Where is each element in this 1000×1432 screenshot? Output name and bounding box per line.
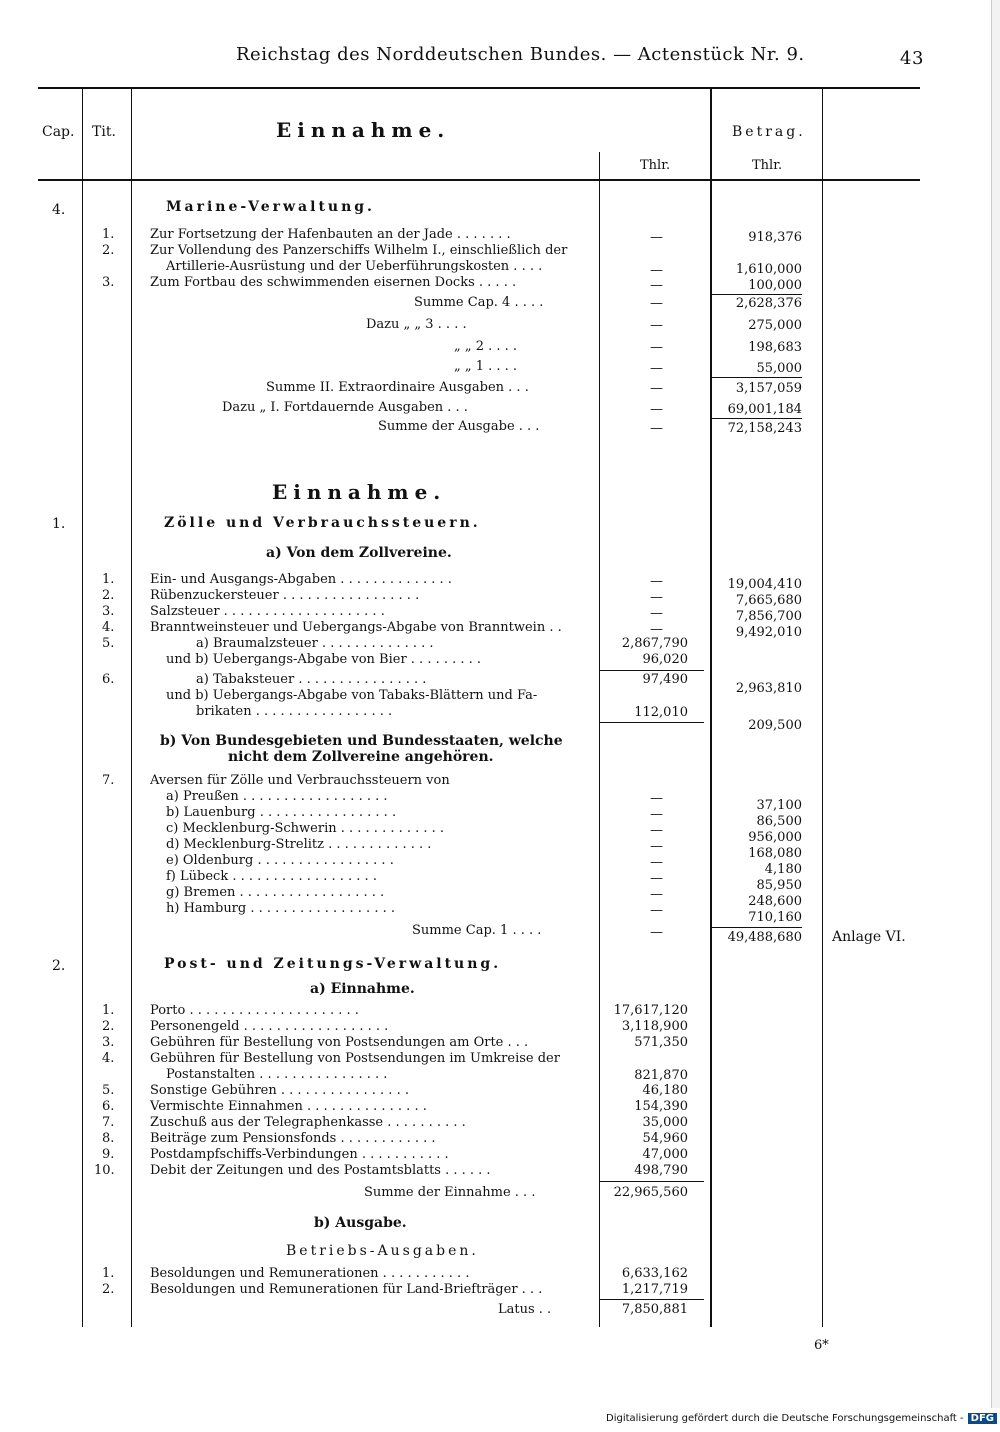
sum-rule bbox=[600, 1299, 704, 1300]
value-col2: 3,157,059 bbox=[735, 381, 802, 396]
value-col1: — bbox=[650, 296, 663, 311]
value-col1: — bbox=[650, 903, 663, 918]
tit-number: 3. bbox=[102, 604, 115, 619]
value-col1: — bbox=[650, 590, 663, 605]
value-col1: — bbox=[650, 381, 663, 396]
item-text: Postdampfschiffs-Verbindungen . . . . . . . . . . . bbox=[150, 1147, 449, 1162]
col-header-thlr-1: Thlr. bbox=[640, 158, 671, 173]
subsection-bundesgebiete: b) Von Bundesgebieten und Bundesstaaten, welche bbox=[160, 733, 563, 749]
value-col1: — bbox=[650, 361, 663, 376]
item-text: Zur Vollendung des Panzerschiffs Wilhelm I., einschließlich der bbox=[150, 243, 568, 258]
item-text: Personengeld . . . . . . . . . . . . . . . . . . bbox=[150, 1019, 389, 1034]
tit-number: 9. bbox=[102, 1147, 115, 1162]
table-top-rule bbox=[38, 87, 920, 89]
value-col1: 54,960 bbox=[642, 1131, 688, 1146]
col-header-thlr-2: Thlr. bbox=[752, 158, 783, 173]
value-col1: 17,617,120 bbox=[613, 1003, 688, 1018]
col-header-tit: Tit. bbox=[92, 124, 116, 140]
col-divider-cap bbox=[82, 89, 83, 1327]
aversen-row: d) Mecklenburg-Strelitz . . . . . . . . . . . . . bbox=[166, 837, 432, 852]
subsection-ausgabe: b) Ausgabe. bbox=[314, 1215, 407, 1231]
tit-number: 3. bbox=[102, 1035, 115, 1050]
value-col2: 1,610,000 bbox=[735, 262, 802, 277]
col-divider-note bbox=[822, 89, 823, 1327]
value-col1: — bbox=[650, 263, 663, 278]
value-col1: — bbox=[650, 340, 663, 355]
value-col2: 2,628,376 bbox=[735, 296, 802, 311]
sum-rule bbox=[712, 377, 802, 378]
sum-rule bbox=[712, 927, 802, 928]
signature-mark: 6* bbox=[814, 1338, 829, 1353]
sum-rule bbox=[600, 670, 704, 671]
page-number: 43 bbox=[900, 48, 924, 69]
value-col1: 2,867,790 bbox=[621, 636, 688, 651]
tit-number: 7. bbox=[102, 1115, 115, 1130]
tit-number: 4. bbox=[102, 620, 115, 635]
section-title-marine: Marine-Verwaltung. bbox=[166, 199, 375, 215]
col-divider-tit bbox=[131, 89, 132, 1327]
tit-number: 8. bbox=[102, 1131, 115, 1146]
value-col1: — bbox=[650, 855, 663, 870]
aversen-row: e) Oldenburg . . . . . . . . . . . . . . . . . bbox=[166, 853, 394, 868]
value-col2: 55,000 bbox=[756, 361, 802, 376]
item-text: Rübenzuckersteuer . . . . . . . . . . . . . . . . . bbox=[150, 588, 420, 603]
value-col1: 35,000 bbox=[642, 1115, 688, 1130]
value-col1: — bbox=[650, 278, 663, 293]
tit-number: 7. bbox=[102, 773, 115, 788]
item-text: Gebühren für Bestellung von Postsendungen im Umkreise der bbox=[150, 1051, 560, 1066]
latus-label: Latus . . bbox=[498, 1302, 552, 1317]
value-col1: 22,965,560 bbox=[613, 1185, 688, 1200]
value-col1: 46,180 bbox=[642, 1083, 688, 1098]
value-col2: 37,100 bbox=[756, 798, 802, 813]
sum-rule bbox=[712, 418, 802, 419]
sum-rule bbox=[600, 722, 704, 723]
value-col1: — bbox=[650, 807, 663, 822]
value-col2: 7,856,700 bbox=[735, 609, 802, 624]
tit-number: 1. bbox=[102, 572, 115, 587]
item-text: Sonstige Gebühren . . . . . . . . . . . . . . . . bbox=[150, 1083, 409, 1098]
value-col1: — bbox=[650, 421, 663, 436]
tit-number: 3. bbox=[102, 275, 115, 290]
value-col1: — bbox=[650, 887, 663, 902]
aversen-row: a) Preußen . . . . . . . . . . . . . . . . . . bbox=[166, 789, 388, 804]
value-col2: 168,080 bbox=[748, 846, 802, 861]
value-col1: 7,850,881 bbox=[621, 1302, 688, 1317]
value-col1: 821,870 bbox=[634, 1068, 688, 1083]
item-text: Vermischte Einnahmen . . . . . . . . . . . . . . . bbox=[150, 1099, 427, 1114]
aversen-row: c) Mecklenburg-Schwerin . . . . . . . . . . . . . bbox=[166, 821, 445, 836]
subsection-betriebs-ausgaben: Betriebs-Ausgaben. bbox=[286, 1243, 479, 1259]
value-col1: 97,490 bbox=[642, 672, 688, 687]
section-heading-einnahme: Einnahme. bbox=[272, 480, 447, 504]
subsection-einnahme: a) Einnahme. bbox=[310, 981, 415, 997]
tit-number: 6. bbox=[102, 672, 115, 687]
sum-label: „ „ 2 . . . . bbox=[454, 339, 518, 354]
tit-number: 6. bbox=[102, 1099, 115, 1114]
value-col1: 47,000 bbox=[642, 1147, 688, 1162]
item-text: Porto . . . . . . . . . . . . . . . . . . . . . bbox=[150, 1003, 359, 1018]
tit-number: 2. bbox=[102, 1282, 115, 1297]
section-title-post: Post- und Zeitungs-Verwaltung. bbox=[164, 956, 502, 972]
value-col1: 96,020 bbox=[642, 652, 688, 667]
sum-label: Dazu „ „ 3 . . . . bbox=[366, 317, 467, 332]
item-text: Besoldungen und Remunerationen für Land-Briefträger . . . bbox=[150, 1282, 543, 1297]
value-col1: — bbox=[650, 823, 663, 838]
tit-number: 2. bbox=[102, 243, 115, 258]
aversen-row: h) Hamburg . . . . . . . . . . . . . . . . . . bbox=[166, 901, 395, 916]
value-col2: 710,160 bbox=[748, 910, 802, 925]
value-col1: — bbox=[650, 230, 663, 245]
item-text: und b) Uebergangs-Abgabe von Tabaks-Blättern und Fa- bbox=[166, 688, 538, 703]
sum-label: Summe II. Extraordinaire Ausgaben . . . bbox=[266, 380, 529, 395]
value-col2: 918,376 bbox=[748, 230, 802, 245]
value-col2: 19,004,410 bbox=[727, 577, 802, 592]
value-col2: 209,500 bbox=[748, 718, 802, 733]
value-col1: 112,010 bbox=[634, 705, 688, 720]
value-col2: 198,683 bbox=[748, 340, 802, 355]
value-col2: 85,950 bbox=[756, 878, 802, 893]
item-text-cont: brikaten . . . . . . . . . . . . . . . . . bbox=[196, 704, 393, 719]
value-col1: — bbox=[650, 839, 663, 854]
value-col1: 3,118,900 bbox=[621, 1019, 688, 1034]
value-col2: 9,492,010 bbox=[735, 625, 802, 640]
cap-number: 4. bbox=[52, 202, 66, 218]
value-col1: 154,390 bbox=[634, 1099, 688, 1114]
value-col1: — bbox=[650, 574, 663, 589]
aversen-row: f) Lübeck . . . . . . . . . . . . . . . . . . bbox=[166, 869, 377, 884]
tit-number: 5. bbox=[102, 1083, 115, 1098]
value-col1: 1,217,719 bbox=[621, 1282, 688, 1297]
aversen-row: g) Bremen . . . . . . . . . . . . . . . . . . bbox=[166, 885, 385, 900]
running-title: Reichstag des Norddeutschen Bundes. — Actenstück Nr. 9. bbox=[236, 44, 805, 65]
item-text: Besoldungen und Remunerationen . . . . . . . . . . . bbox=[150, 1266, 470, 1281]
item-text: Debit der Zeitungen und des Postamtsblatts . . . . . . bbox=[150, 1163, 491, 1178]
scan-edge bbox=[991, 0, 1000, 1432]
item-text: a) Tabaksteuer . . . . . . . . . . . . . . . . bbox=[196, 672, 427, 687]
item-text: Ein- und Ausgangs-Abgaben . . . . . . . . . . . . . . bbox=[150, 572, 452, 587]
value-col1: — bbox=[650, 622, 663, 637]
sum-label: Summe Cap. 1 . . . . bbox=[412, 923, 542, 938]
item-text: Zum Fortbau des schwimmenden eisernen Docks . . . . . bbox=[150, 275, 517, 290]
value-col2: 2,963,810 bbox=[735, 681, 802, 696]
sum-label: „ „ 1 . . . . bbox=[454, 359, 518, 374]
tit-number: 1. bbox=[102, 1003, 115, 1018]
value-col2: 7,665,680 bbox=[735, 593, 802, 608]
item-text-cont: Artillerie-Ausrüstung und der Ueberführungskosten . . . . bbox=[166, 259, 543, 274]
footer-text: Digitalisierung gefördert durch die Deutsche Forschungsgemeinschaft - bbox=[606, 1413, 964, 1424]
item-text: und b) Uebergangs-Abgabe von Bier . . . . . . . . . bbox=[166, 652, 482, 667]
aversen-row: b) Lauenburg . . . . . . . . . . . . . . . . . bbox=[166, 805, 397, 820]
value-col2: 69,001,184 bbox=[727, 402, 802, 417]
tit-number: 5. bbox=[102, 636, 115, 651]
value-col1: — bbox=[650, 606, 663, 621]
item-text: Zuschuß aus der Telegraphenkasse . . . . . . . . . . bbox=[150, 1115, 466, 1130]
item-text: Aversen für Zölle und Verbrauchssteuern von bbox=[150, 773, 450, 788]
value-col2: 100,000 bbox=[748, 278, 802, 293]
tit-number: 2. bbox=[102, 1019, 115, 1034]
value-col1: — bbox=[650, 318, 663, 333]
sum-label: Summe der Ausgabe . . . bbox=[378, 419, 540, 434]
subsection-zollverein: a) Von dem Zollvereine. bbox=[266, 545, 452, 561]
item-text: Gebühren für Bestellung von Postsendungen am Orte . . . bbox=[150, 1035, 529, 1050]
tit-number: 4. bbox=[102, 1051, 115, 1066]
value-col1: 498,790 bbox=[634, 1163, 688, 1178]
cap-number: 1. bbox=[52, 516, 66, 532]
col-header-einnahme: Einnahme. bbox=[276, 118, 451, 142]
table-header-rule bbox=[38, 179, 920, 181]
value-col1: — bbox=[650, 791, 663, 806]
item-text-cont: Postanstalten . . . . . . . . . . . . . . . . bbox=[166, 1067, 388, 1082]
dfg-logo-icon: DFG bbox=[968, 1413, 997, 1424]
item-text: Beiträge zum Pensionsfonds . . . . . . . . . . . . bbox=[150, 1131, 436, 1146]
col-header-cap: Cap. bbox=[42, 124, 75, 140]
subsection-bundesgebiete-cont: nicht dem Zollvereine angehören. bbox=[228, 749, 494, 765]
cap-number: 2. bbox=[52, 958, 66, 974]
value-col2: 248,600 bbox=[748, 894, 802, 909]
sum-label: Summe Cap. 4 . . . . bbox=[414, 295, 544, 310]
value-col1: 6,633,162 bbox=[621, 1266, 688, 1281]
value-col1: — bbox=[650, 402, 663, 417]
item-text: Branntweinsteuer und Uebergangs-Abgabe von Branntwein . . bbox=[150, 620, 562, 635]
tit-number: 1. bbox=[102, 1266, 115, 1281]
sum-rule bbox=[712, 294, 802, 295]
sum-rule bbox=[600, 1181, 704, 1182]
value-col2: 956,000 bbox=[748, 830, 802, 845]
value-col2: 72,158,243 bbox=[727, 421, 802, 436]
tit-number: 1. bbox=[102, 227, 115, 242]
footer-bar bbox=[0, 1408, 1000, 1432]
item-text: a) Braumalzsteuer . . . . . . . . . . . . . . bbox=[196, 636, 434, 651]
item-text: Salzsteuer . . . . . . . . . . . . . . . . . . . . bbox=[150, 604, 385, 619]
sum-label: Summe der Einnahme . . . bbox=[364, 1185, 536, 1200]
col-header-betrag: Betrag. bbox=[732, 124, 806, 140]
value-col2: 49,488,680 bbox=[727, 930, 802, 945]
value-col1: 571,350 bbox=[634, 1035, 688, 1050]
value-col2: 275,000 bbox=[748, 318, 802, 333]
value-col1: — bbox=[650, 925, 663, 940]
section-title-zoelle: Zölle und Verbrauchssteuern. bbox=[164, 515, 481, 531]
item-text: Zur Fortsetzung der Hafenbauten an der Jade . . . . . . . bbox=[150, 227, 511, 242]
tit-number: 2. bbox=[102, 588, 115, 603]
value-col1: — bbox=[650, 871, 663, 886]
annex-note: Anlage VI. bbox=[832, 929, 906, 945]
tit-number: 10. bbox=[94, 1163, 115, 1178]
sum-label: Dazu „ I. Fortdauernde Ausgaben . . . bbox=[222, 400, 468, 415]
value-col2: 86,500 bbox=[756, 814, 802, 829]
value-col2: 4,180 bbox=[764, 862, 802, 877]
